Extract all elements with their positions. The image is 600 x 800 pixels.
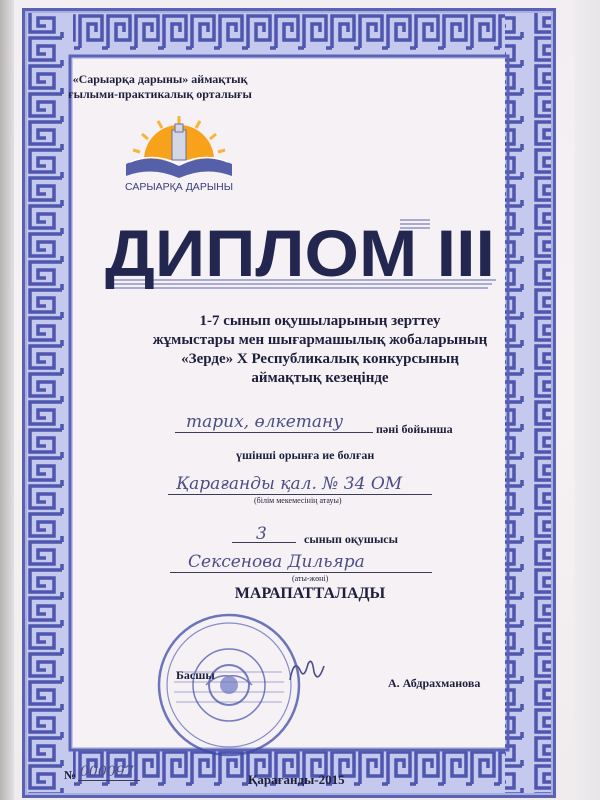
competition-line3: «Зерде» X Республикалық конкурсының [181,351,459,367]
city-year: Қарағанды-2015 [248,772,345,787]
round-official-seal [156,612,302,758]
diploma-number-value: 000097 [80,764,134,780]
school-underline [168,494,432,495]
student-caption: (аты-жөні) [292,574,329,583]
open-book-sun-monument-logo [118,112,240,198]
organization-name [60,72,260,102]
competition-line2: жұмыстары мен шығармашылық жобаларының [152,332,488,348]
school-handwritten: Қарағанды қал. № 34 ОМ [176,474,403,494]
diploma-title [100,218,510,298]
school-caption: (білім мекемесінің атауы) [254,496,342,505]
organization-line2: ғылыми-практикалық орталығы [68,87,252,101]
handwritten-signature [284,650,344,690]
organization-line1: «Сарыарқа дарыны» аймақтық [72,72,248,86]
subject-underline [175,432,373,433]
signature-name: А. Абдрахманова [388,676,481,690]
award-text: МАРАПАТТАЛАДЫ [234,585,386,602]
grade-suffix: сынып оқушысы [304,532,399,546]
subject-handwritten: тарих, өлкетану [186,412,344,432]
logo-text: САРЫАРҚА ДАРЫНЫ [125,181,233,193]
number-underline [78,780,140,781]
student-handwritten: Сексенова Дильяра [188,552,365,572]
competition-line4: аймақтық кезеңінде [251,370,389,386]
diploma-number-label: № [64,768,77,782]
signature-role: Басшы [176,668,215,682]
grade-handwritten: 3 [256,524,267,544]
competition-line1: 1-7 сынып оқушыларының зерттеу [199,313,441,329]
competition-description [80,312,560,388]
subject-suffix: пәні бойынша [376,422,453,436]
student-underline [170,572,432,573]
place-text: үшінші орынға ие болған [236,448,375,462]
title-text: ДИПЛОМ III [105,218,496,290]
open-book-icon [126,157,232,178]
